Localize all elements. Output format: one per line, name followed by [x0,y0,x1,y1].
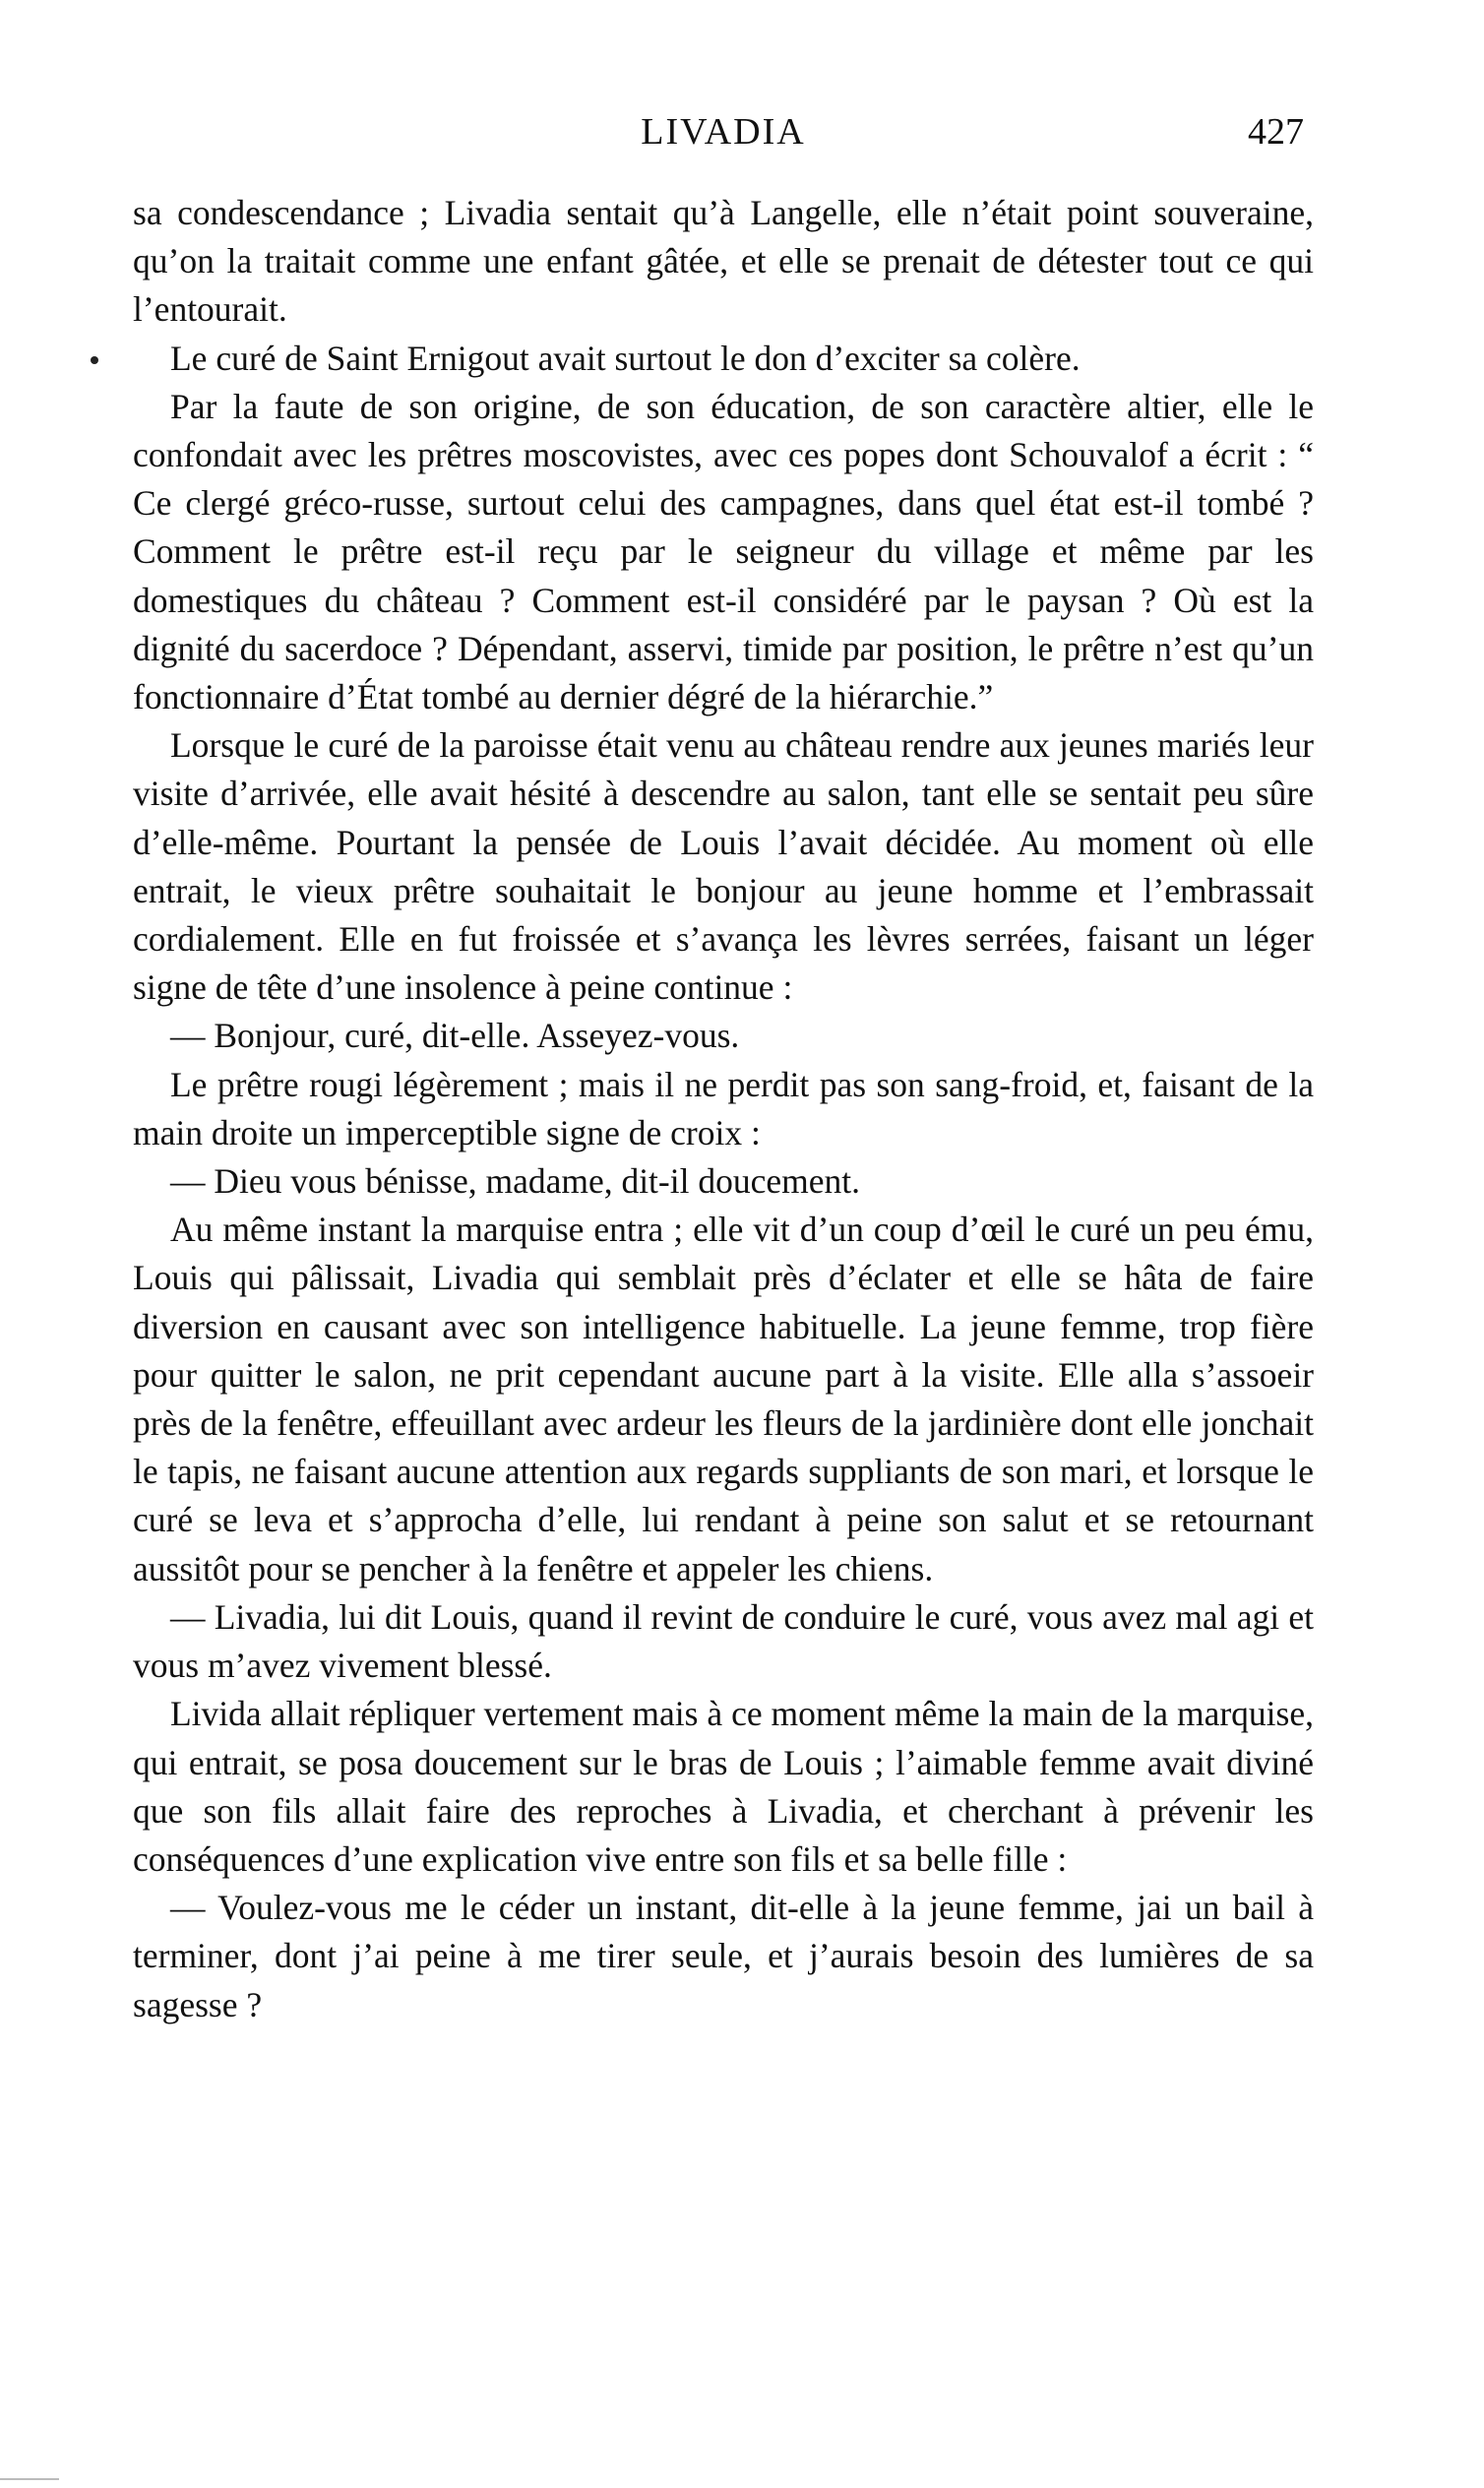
page-number: 427 [1248,111,1304,153]
paragraph-1: sa condescendance ; Livadia sentait qu’à Langelle, elle n’était point souveraine, qu’on la traitait comme une enfant gâtée, et elle se prenait de détester tout ce qui l’entourait. [133,193,1314,330]
paragraph-7: — Dieu vous bénisse, madame, dit-il doucement. [170,1161,860,1202]
bottom-scan-edge [0,2478,59,2480]
paragraph-9: — Livadia, lui dit Louis, quand il revint de conduire le curé, vous avez mal agi et vous m’avez vivement blessé. [133,1596,1314,1686]
paragraph-6: Le prêtre rougi légèrement ; mais il ne perdit pas son sang-froid, et, faisant de la main droite un imperceptible signe de croix : [133,1064,1314,1152]
paragraph-8: Au même instant la marquise entra ; elle vit d’un coup d’œil le curé un peu ému, Louis qui pâlissait, Livadia qui semblait près d’éclater et elle se hâta de faire diversion en causant avec son intelligence habituelle. La jeune femme, trop fière pour quitter le salon, ne prit cependant aucune part à la visite. Elle alla s’assoeir près de la fenêtre, effeuillant avec ardeur les fleurs de la jardinière dont elle jonchait le tapis, ne faisant aucune attention aux regards suppliants de son mari, et lorsque le curé se leva et s’approcha d’elle, lui rendant à peine son salut et se retournant aussitôt pour se pencher à la fenêtre et appeler les chiens. [133,1210,1314,1588]
paragraph-2: Le curé de Saint Ernigout avait surtout le don d’exciter sa colère. [170,338,1081,378]
page-header [133,110,1314,169]
paragraph-4: Lorsque le curé de la paroisse était venu au château rendre aux jeunes mariés leur visite d’arrivée, elle avait hésité à descendre au salon, tant elle se sentait peu sûre d’elle-même. Pourtant la pensée de Louis l’avait décidée. Au moment où elle entrait, le vieux prêtre souhaitait le bonjour au jeune homme et l’embrassait cordialement. Elle en fut froissée et s’avança les lèvres serrées, faisant un léger signe de tête d’une insolence à peine continue : [133,725,1314,1008]
paragraph-11: — Voulez-vous me le céder un instant, dit-elle à la jeune femme, jai un bail à terminer, dont j’ai peine à me tirer seule, et j’aurais besoin des lumières de sa sagesse ? [133,1888,1314,2024]
body-text [133,189,1314,2029]
running-title: LIVADIA [641,111,806,153]
paragraph-5: — Bonjour, curé, dit-elle. Asseyez-vous. [170,1016,740,1056]
margin-mark [91,356,98,364]
paragraph-10: Livida allait répliquer vertement mais à ce moment même la main de la marquise, qui entrait, se posa doucement sur le bras de Louis ; l’aimable femme avait diviné que son fils allait faire des reproches à Livadia, et cherchant à prévenir les conséquences d’une explication vive entre son fils et sa belle fille : [133,1694,1314,1879]
paragraph-3: Par la faute de son origine, de son éducation, de son caractère altier, elle le confondait avec les prêtres moscovistes, avec ces popes dont Schouvalof a écrit : “ Ce clergé gréco-russe, surtout celui des campagnes, dans quel état est-il tombé ? Comment le prêtre est-il reçu par le seigneur du village et même par les domestiques du château ? Comment est-il considéré par le paysan ? Où est la dignité du sacerdoce ? Dépendant, asservi, timide par position, le prêtre n’est qu’un fonctionnaire d’État tombé au dernier dégré de la hiérarchie.” [133,386,1314,717]
